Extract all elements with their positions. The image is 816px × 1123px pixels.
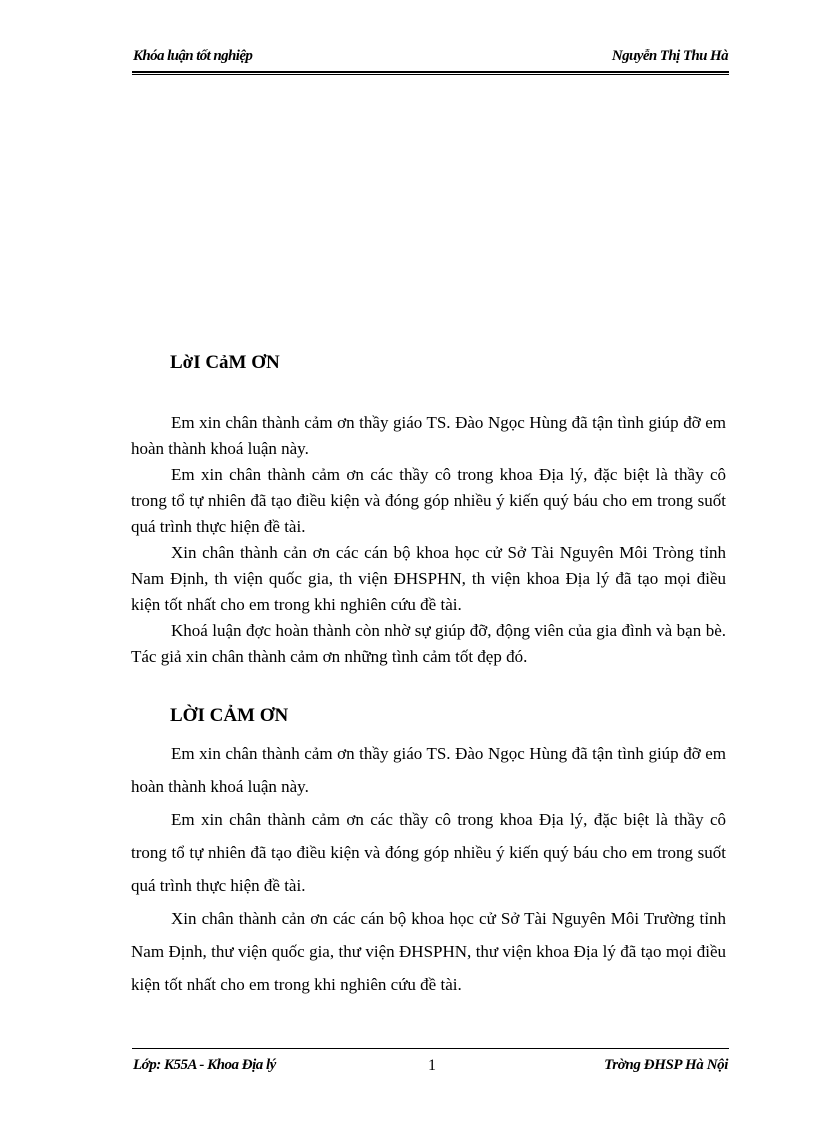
paragraph: Em xin chân thành cảm ơn thầy giáo TS. Đào Ngọc Hùng đã tận tình giúp đỡ em hoàn thành khoá luận này. (131, 413, 726, 458)
section2-heading: LỜI CẢM ƠN (170, 705, 289, 726)
paragraph: Em xin chân thành cảm ơn thầy giáo TS. Đào Ngọc Hùng đã tận tình giúp đỡ em hoàn thành khoá luận này. (131, 744, 726, 796)
paragraph: Xin chân thành cản ơn các cán bộ khoa học cử Sở Tài Nguyên Môi Trường tỉnh Nam Định, thư viện quốc gia, thư viện ĐHSPHN, thư viện khoa Địa lý đã tạo mọi điều kiện tốt nhất cho em trong khi nghiên cứu đề tài. (131, 909, 726, 994)
paragraph: Em xin chân thành cảm ơn các thầy cô trong khoa Địa lý, đặc biệt là thầy cô trong tổ tự nhiên đã tạo điều kiện và đóng góp nhiều ý kiến quý báu cho em trong suốt quá trình thực hiện đề tài. (131, 465, 726, 536)
section1-heading: LờI CảM ƠN (170, 352, 280, 373)
paragraph: Xin chân thành cản ơn các cán bộ khoa học cử Sở Tài Nguyên Môi Tròng tỉnh Nam Định, th viện quốc gia, th viện ĐHSPHN, th viện khoa Địa lý đã tạo mọi điều kiện tốt nhất cho em trong khi nghiên cứu đề tài. (131, 543, 726, 614)
footer-university: Trờng ĐHSP Hà Nội (604, 1057, 728, 1073)
header-divider (132, 71, 729, 73)
paragraph: Khoá luận đợc hoàn thành còn nhờ sự giúp đỡ, động viên của gia đình và bạn bè. Tác giả xin chân thành cảm ơn những tình cảm tốt đẹp đó. (131, 621, 726, 666)
header-author-name: Nguyễn Thị Thu Hà (611, 48, 728, 64)
footer-divider (132, 1048, 729, 1049)
header-divider-thin (132, 74, 729, 75)
footer-class-info: Lớp: K55A - Khoa Địa lý (133, 1057, 276, 1073)
section1-body (131, 410, 726, 670)
header-thesis-title: Khóa luận tốt nghiệp (133, 48, 253, 64)
section2-body (131, 737, 726, 1001)
paragraph: Em xin chân thành cảm ơn các thầy cô trong khoa Địa lý, đặc biệt là thầy cô trong tổ tự nhiên đã tạo điều kiện và đóng góp nhiều ý kiến quý báu cho em trong suốt quá trình thực hiện đề tài. (131, 810, 726, 895)
page-number: 1 (428, 1057, 436, 1074)
